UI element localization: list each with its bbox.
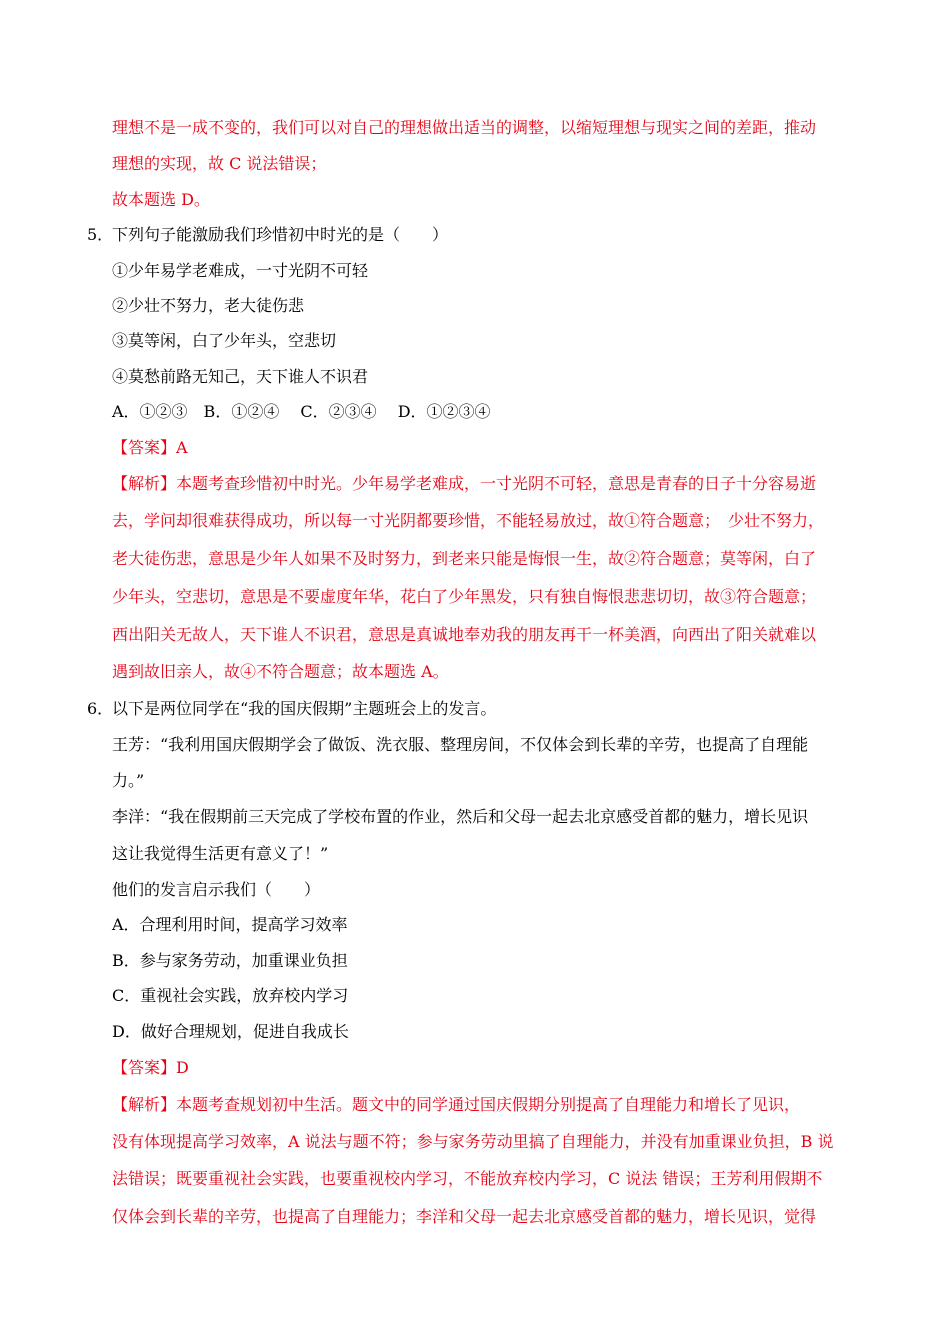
question-5-explanation-line-2: 去，学问却很难获得成功，所以每一寸光阴都要珍惜，不能轻易放过，故①符合题意； 少壮不努力，	[112, 511, 825, 530]
question-6-option-a: A．合理利用时间，提高学习效率	[112, 915, 348, 934]
question-5-item-1: ①少年易学老难成，一寸光阴不可轻	[112, 261, 369, 280]
question-6-option-d: D．做好合理规划，促进自我成长	[112, 1022, 349, 1041]
question-6-explanation-line-3: 法错误；既要重视社会实践，也要重视校内学习，不能放弃校内学习，C 说法 错误；王芳利用假期不	[112, 1169, 823, 1188]
question-6-speech-line-1: 王芳：“我利用国庆假期学会了做饭、洗衣服、整理房间，不仅体会到长辈的辛劳，也提高了自理能	[112, 735, 809, 754]
question-6-prompt: 他们的发言启示我们（ ）	[112, 880, 321, 899]
prev-explanation-line-1: 理想不是一成不变的，我们可以对自己的理想做出适当的调整，以缩短理想与现实之间的差距，推动	[112, 118, 817, 137]
question-5-stem: 下列句子能激励我们珍惜初中时光的是（ ）	[112, 225, 449, 244]
question-6-speech-line-4: 这让我觉得生活更有意义了！”	[112, 844, 329, 863]
question-5-explanation-line-4: 少年头，空悲切，意思是不要虚度年华，花白了少年黑发，只有独自悔恨悲悲切切，故③符合题意；	[112, 587, 817, 606]
question-6-speech-line-3: 李洋：“我在假期前三天完成了学校布置的作业，然后和父母一起去北京感受首都的魅力，增长见识	[112, 807, 809, 826]
question-5-explanation-line-5: 西出阳关无故人，天下谁人不识君，意思是真诚地奉劝我的朋友再干一杯美酒，向西出了阳关就难以	[112, 625, 817, 644]
question-5-explanation-line-1: 【解析】本题考查珍惜初中时光。少年易学老难成，一寸光阴不可轻，意思是青春的日子十分容易逝	[112, 474, 817, 493]
question-5-explanation-line-6: 遇到故旧亲人，故④不符合题意；故本题选 A。	[112, 662, 449, 681]
question-5-item-3: ③莫等闲，白了少年头，空悲切	[112, 331, 337, 350]
question-6-option-b: B．参与家务劳动，加重课业负担	[112, 951, 348, 970]
question-6-stem: 以下是两位同学在“我的国庆假期”主题班会上的发言。	[112, 699, 497, 718]
question-5-explanation-line-3: 老大徒伤悲，意思是少年人如果不及时努力，到老来只能是悔恨一生，故②符合题意；莫等闲，白了	[112, 549, 817, 568]
question-6-number: 6．	[87, 699, 114, 718]
question-5-number: 5．	[87, 225, 114, 244]
question-6-answer: 【答案】D	[112, 1058, 189, 1077]
question-5-options: A．①②③ B．①②④ C．②③④ D．①②③④	[112, 402, 491, 421]
question-5-answer: 【答案】A	[112, 438, 188, 457]
question-5-item-2: ②少壮不努力，老大徒伤悲	[112, 296, 305, 315]
question-6-explanation-line-1: 【解析】本题考查规划初中生活。题文中的同学通过国庆假期分别提高了自理能力和增长了见识，	[112, 1095, 801, 1114]
question-6-option-c: C．重视社会实践，放弃校内学习	[112, 986, 349, 1005]
question-6-explanation-line-4: 仅体会到长辈的辛劳，也提高了自理能力；李洋和父母一起去北京感受首都的魅力，增长见识，觉得	[112, 1207, 817, 1226]
prev-explanation-line-2: 理想的实现，故 C 说法错误；	[112, 154, 327, 173]
question-6-explanation-line-2: 没有体现提高学习效率，A 说法与题不符；参与家务劳动里搞了自理能力，并没有加重课业负担，B 说	[112, 1132, 834, 1151]
question-6-speech-line-2: 力。”	[112, 771, 145, 790]
prev-answer-conclusion: 故本题选 D。	[112, 190, 210, 209]
question-5-item-4: ④莫愁前路无知己，天下谁人不识君	[112, 367, 369, 386]
